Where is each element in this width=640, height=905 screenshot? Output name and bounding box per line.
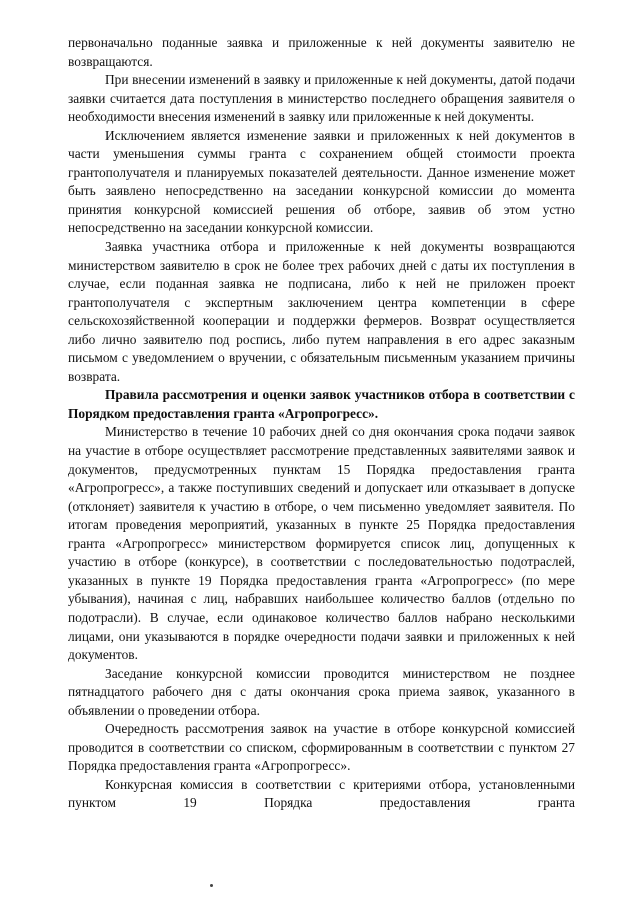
paragraph-continuation: первоначально поданные заявка и приложенные к ней документы заявителю не возвращаются. [68, 35, 575, 69]
scan-artifact-dot [210, 884, 213, 887]
paragraph-commission-criteria: Конкурсная комиссия в соответствии с критериями отбора, установленными пунктом 19 Порядка предоставления гранта [68, 776, 575, 811]
paragraph-commission-meeting: Заседание конкурсной комиссии проводится министерством не позднее пятнадцатого рабочего дня с даты окончания срока приема заявок, указанного в объявлении о проведении отбора. [68, 665, 575, 718]
paragraph-ministry-review: Министерство в течение 10 рабочих дней со дня окончания срока подачи заявок на участие в отборе осуществляет рассмотрение представленных заявителями заявок и документов, предусмотренных пунктам 15 Порядка предоставления гранта «Агропрогресс», а также поступивших сведений и допускает или отказывает в допуске (отклоняет) заявителя к участию в отборе, о чем письменно уведомляет заявителя. По итогам проведения мероприятий, указанных в пункте 25 Порядка предоставления гранта «Агропрогресс» министерством формируется список лиц, допущенных к участию в отборе (конкурсе), в соответствии с последовательностью подотраслей, указанных в пункте 19 Порядка предоставления гранта «Агропрогресс» (по мере убывания), начиная с лиц, набравших наибольшее количество баллов (отдельно по подотрасли). В случае, если одинаковое количество баллов набрано несколькими лицами, они указываются в порядке очередности подачи заявки и приложенных к ней документов. [68, 424, 575, 663]
document-page [68, 34, 575, 813]
paragraph-review-order: Очередность рассмотрения заявок на участие в отборе конкурсной комиссией проводится в соответствии со списком, сформированным в соответствии с пунктом 27 Порядка предоставления гранта «Агропрогресс». [68, 721, 575, 774]
paragraph-changes-to-application: При внесении изменений в заявку и приложенные к ней документы, датой подачи заявки считается дата поступления в министерство последнего обращения заявителя о необходимости внесения изменений в заявку или приложенные к ней документы. [68, 72, 575, 125]
paragraph-return-of-application: Заявка участника отбора и приложенные к ней документы возвращаются министерством заявителю в срок не более трех рабочих дней с даты их поступления в случае, если поданная заявка не подписана, либо к ней не приложен проект грантополучателя с экспертным заключением центра компетенции в сфере сельскохозяйственной кооперации и поддержки фермеров. Возврат осуществляется либо лично заявителю под роспись, либо путем направления в его адрес заказным письмом с уведомлением о вручении, с обязательным письменным указанием причины возврата. [68, 239, 575, 384]
section-heading: Правила рассмотрения и оценки заявок участников отбора в соответствии с Порядком предоставления гранта «Агропрогресс». [68, 387, 575, 421]
paragraph-exception: Исключением является изменение заявки и приложенных к ней документов в части уменьшения суммы гранта с сохранением общей стоимости проекта грантополучателя и планируемых показателей деятельности. Данное изменение может быть заявлено непосредственно на заседании конкурсной комиссии до момента принятия конкурсной комиссией решения об отборе, заявив об этом устно непосредственно на заседании конкурсной комиссии. [68, 127, 575, 236]
